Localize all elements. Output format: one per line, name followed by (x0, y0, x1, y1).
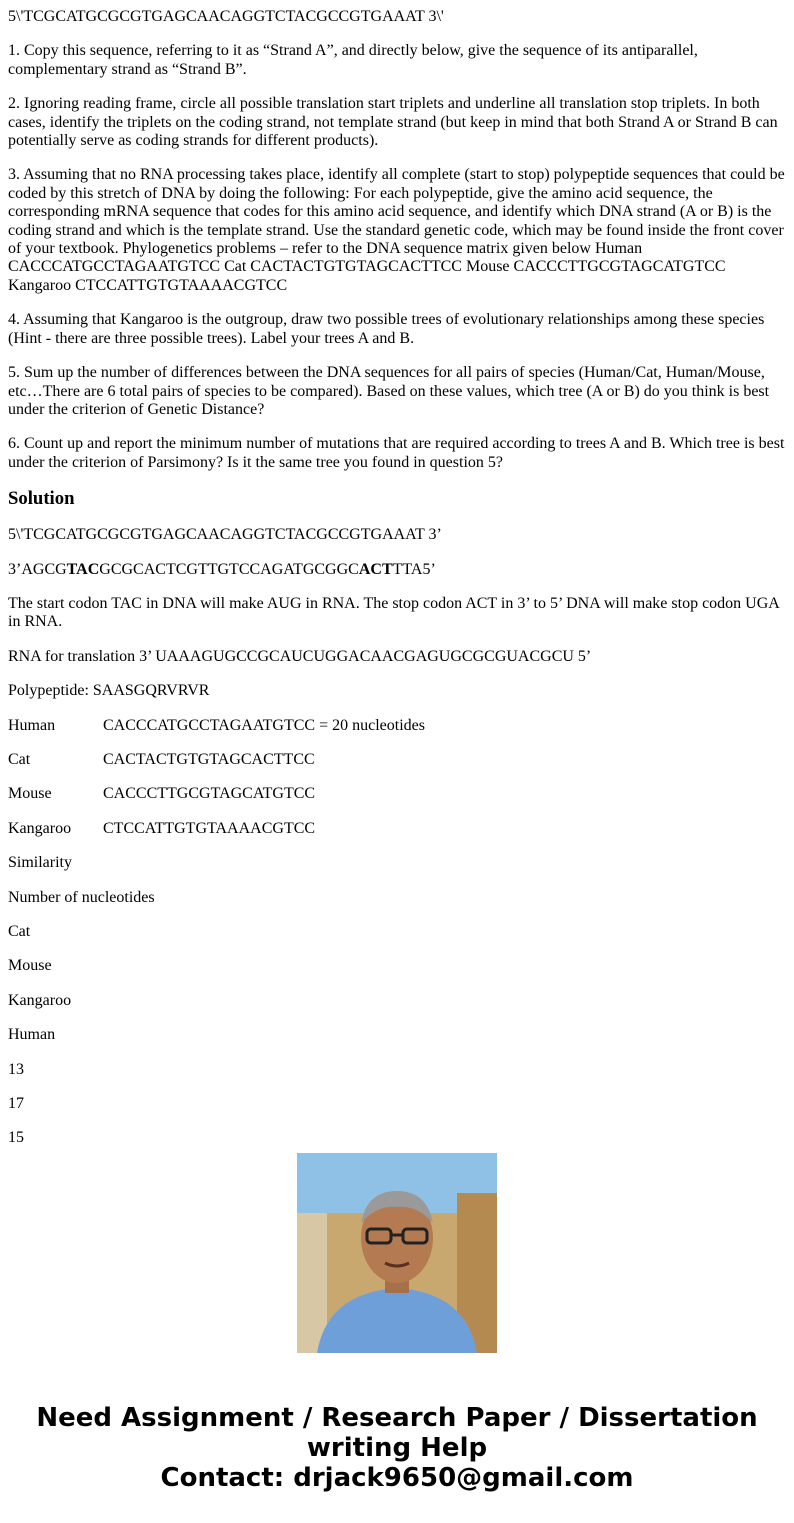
table-text: Kangaroo (8, 991, 72, 1009)
document-content (8, 0, 786, 1147)
species-row (8, 785, 786, 803)
dna-sequence: 5\'TCGCATGCGCGTGAGCAACAGGTCTACGCCGTGAAAT 3\' (8, 8, 444, 25)
solution-heading: Solution (8, 488, 75, 510)
question-2: 2. Ignoring reading frame, circle all possible translation start triplets and underline all translation stop triplets. In both cases, identify the triplets on the coding strand, not template strand (but keep in mind that both Strand A or Strand B can potentially serve as coding strands for different products). (8, 95, 778, 150)
strand-b (8, 561, 786, 579)
species-row (8, 751, 786, 769)
table-text: Number of nucleotides (8, 888, 155, 906)
species-name: Human (8, 716, 56, 734)
species-seq: CACCCTTGCGTAGCATGTCC (103, 785, 316, 803)
ad-line: Need Assignment / Research Paper / Dissertation (36, 1403, 758, 1433)
start-codon: TAC (66, 560, 100, 578)
question-1: 1. Copy this sequence, referring to it as “Strand A”, and directly below, give the sequence of its antiparallel, complementary strand as “Strand B”. (8, 42, 698, 78)
species-row (8, 820, 786, 838)
table-text: Human (8, 1026, 56, 1044)
question-5: 5. Sum up the number of differences between the DNA sequences for all pairs of species (Human/Cat, Human/Mouse, etc…There are 6 total pairs of species to be compared). Based on these values, which tree (A or B) do you think is best under the criterion of Genetic Distance? (8, 364, 770, 418)
strand-b-part: 3’AGCG (8, 560, 67, 578)
rna-sequence: RNA for translation 3’ UAAAGUGCCGCAUCUGGACAACGAGUGCGCGUACGCU 5’ (8, 647, 592, 665)
ad-line: writing Help (306, 1433, 488, 1463)
ad-banner (0, 1403, 794, 1493)
author-photo (297, 1153, 497, 1353)
question-3: 3. Assuming that no RNA processing takes place, identify all complete (start to stop) polypeptide sequences that could be coded by this stretch of DNA by doing the following: For each polypeptide, give the amino acid sequence, the corresponding mRNA sequence that codes for this amino acid sequence, and identify which DNA strand (A or B) is the coding strand and which is the template strand. Use the standard genetic code, which may be found inside the front cover of your textbook. Phylogenetics problems – refer to the DNA sequence matrix given below Human CACCCATGCCTAGAATGTCC Cat CACTACTGTGTAGCACTTCC Mouse CACCCTTGCGTAGCATGTCC Kangaroo CTCCATTGTGTAAAACGTCC (8, 166, 785, 294)
table-text: 15 (8, 1129, 24, 1147)
explanation: The start codon TAC in DNA will make AUG in RNA. The stop codon ACT in 3’ to 5’ DNA will make stop codon UGA in RNA. (8, 594, 779, 631)
species-seq: CTCCATTGTGTAAAACGTCC (103, 819, 316, 837)
strand-b-part: GCGCACTCGTTGTCCAGATGCGGC (99, 560, 359, 578)
table-text: Mouse (8, 957, 52, 975)
question-6: 6. Count up and report the minimum number of mutations that are required according to trees A and B. Which tree is best under the criterion of Parsimony? Is it the same tree you found in question 5? (8, 435, 785, 471)
strand-b-part: TTA5’ (392, 560, 436, 578)
stop-codon: ACT (358, 560, 393, 578)
species-row (8, 717, 786, 735)
polypeptide: Polypeptide: SAASGQRVRVR (8, 682, 210, 700)
table-text: 13 (8, 1060, 24, 1078)
table-text: Similarity (8, 854, 72, 872)
ad-contact: Contact: drjack9650@gmail.com (160, 1463, 634, 1493)
species-seq: CACCCATGCCTAGAATGTCC = 20 nucleotides (103, 716, 425, 734)
question-4: 4. Assuming that Kangaroo is the outgroup, draw two possible trees of evolutionary relationships among these species (Hint - there are three possible trees). Label your trees A and B. (8, 311, 765, 347)
table-text: 17 (8, 1095, 24, 1113)
species-name: Cat (8, 750, 31, 768)
species-name: Kangaroo (8, 819, 72, 837)
table-text: Cat (8, 923, 31, 940)
species-name: Mouse (8, 785, 52, 803)
species-seq: CACTACTGTGTAGCACTTCC (103, 750, 315, 768)
strand-a: 5\'TCGCATGCGCGTGAGCAACAGGTCTACGCCGTGAAAT 3’ (8, 526, 442, 544)
